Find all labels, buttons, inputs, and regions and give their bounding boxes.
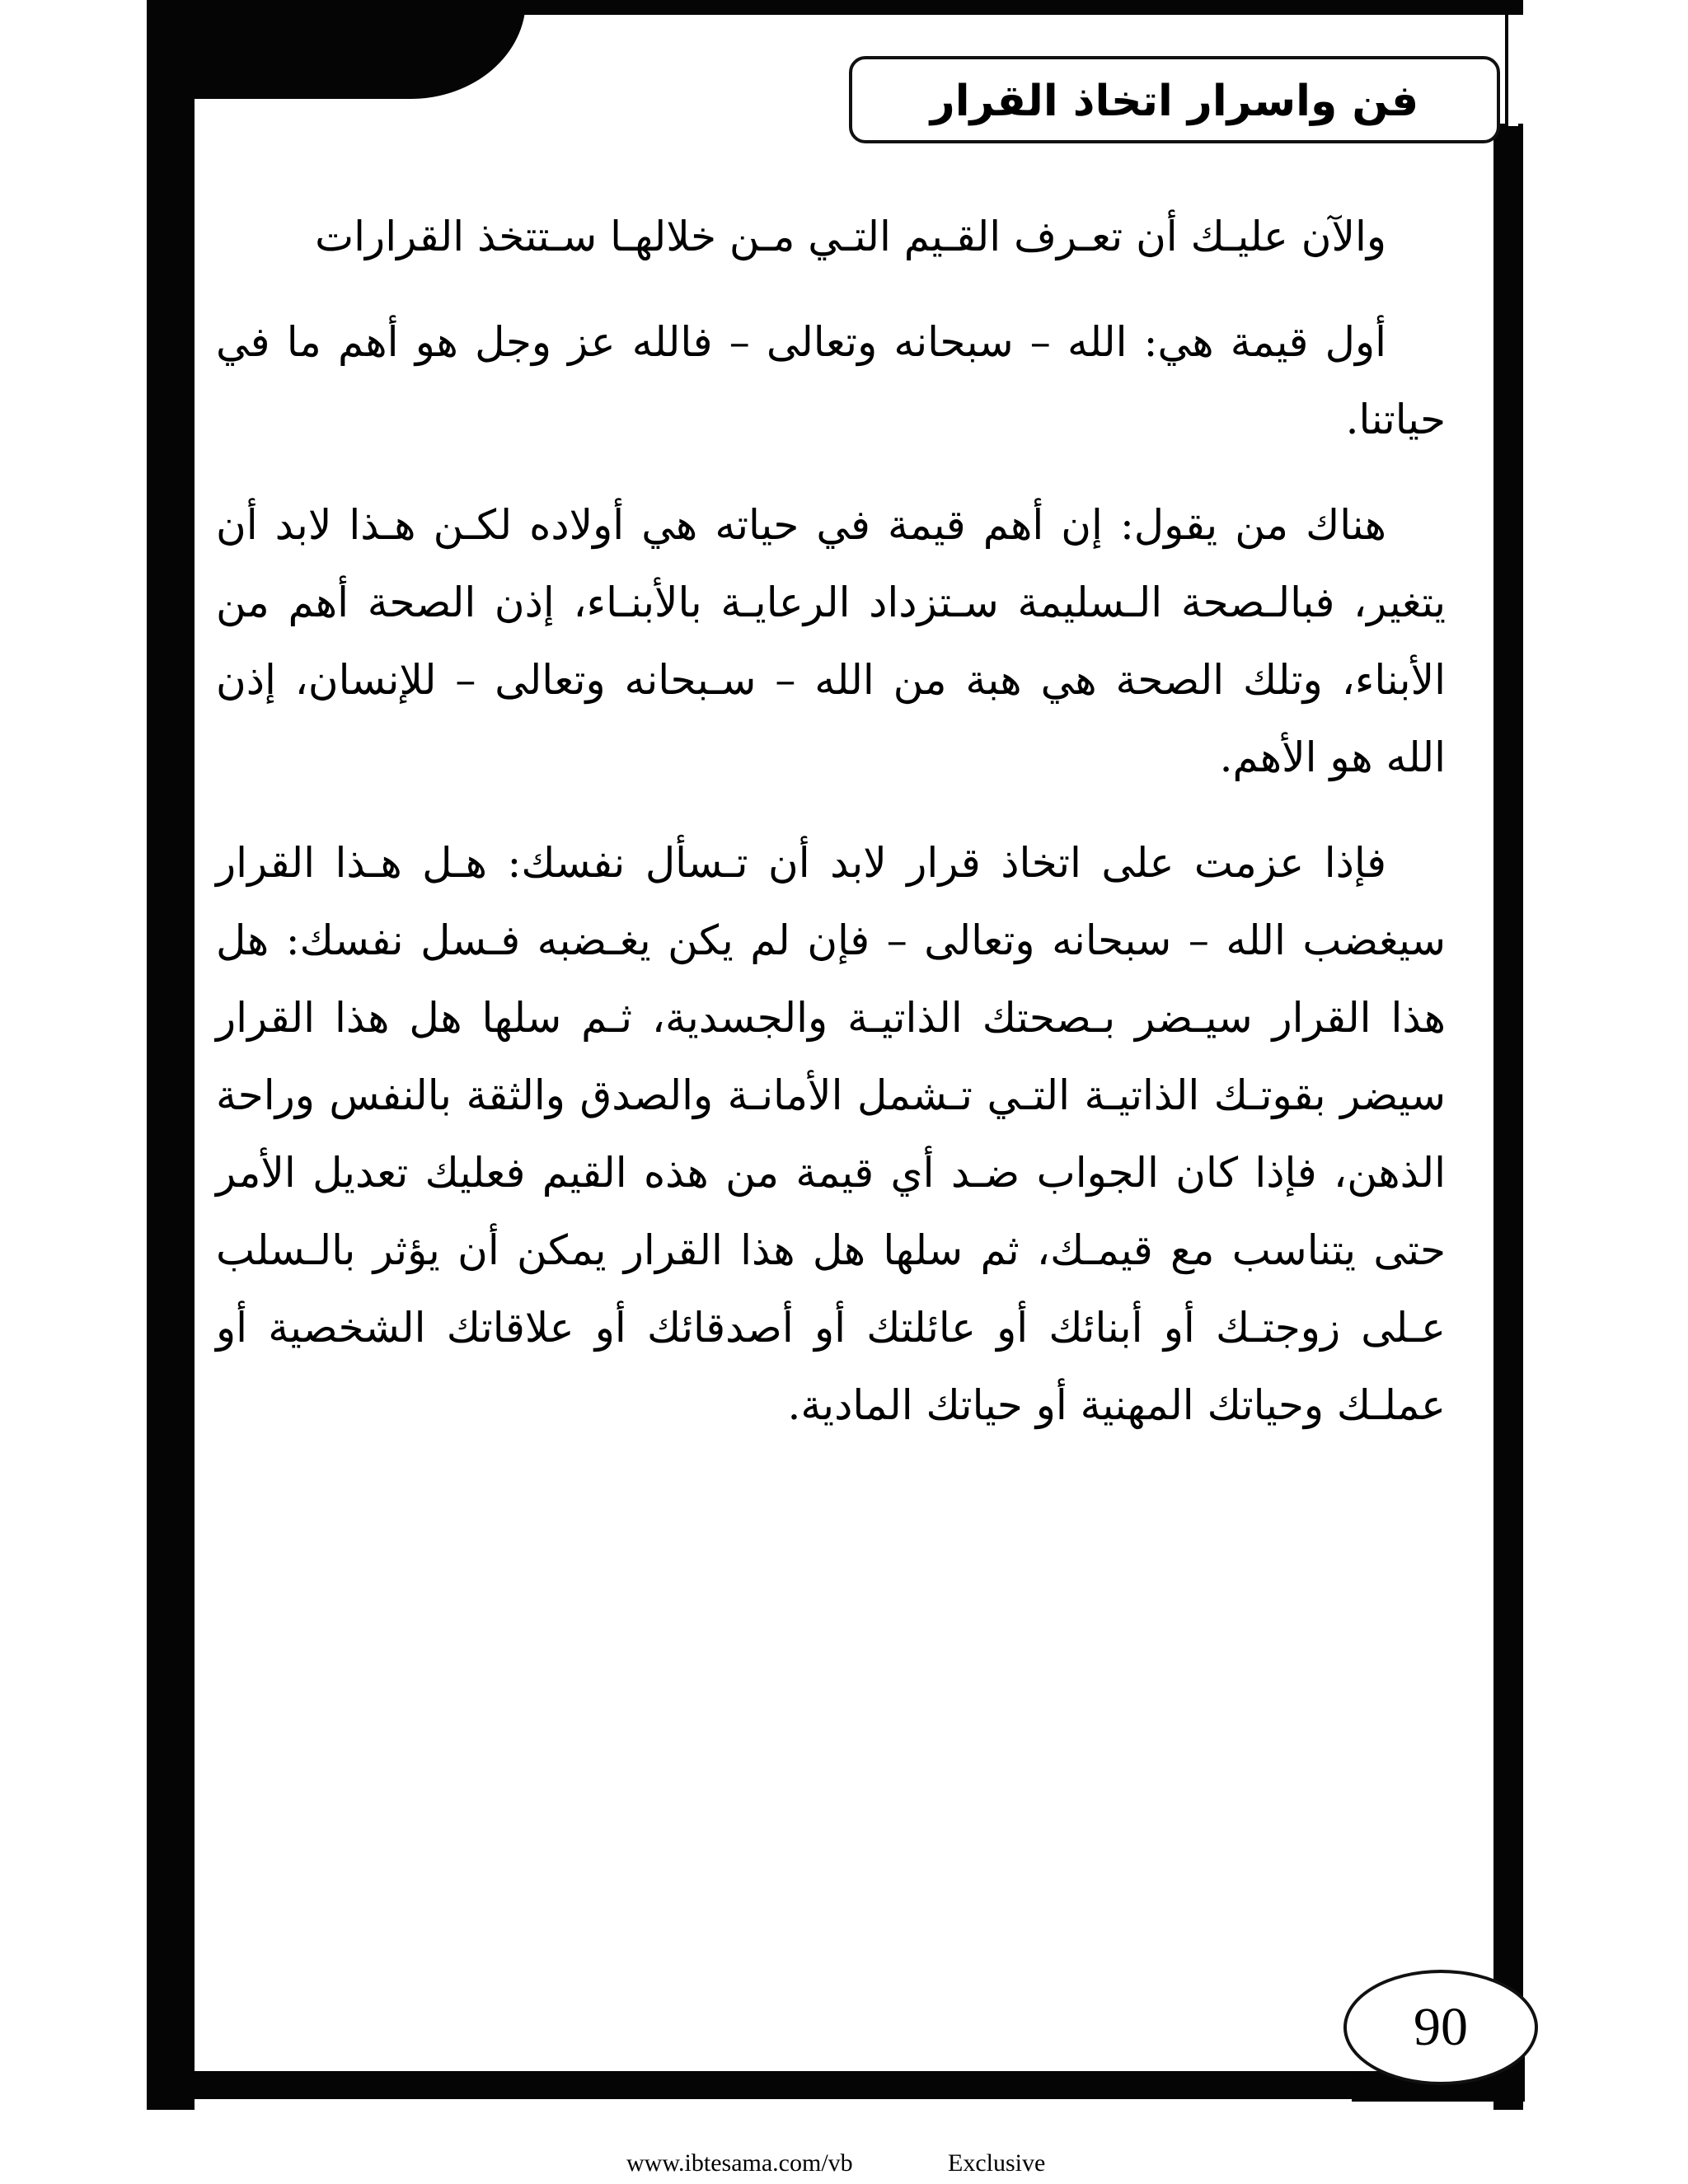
footer-url: www.ibtesama.com/vb — [626, 2149, 853, 2177]
footer-tag: Exclusive — [948, 2149, 1046, 2177]
body-text — [216, 198, 1446, 1472]
right-frame-notch — [1505, 15, 1518, 126]
paragraph: فإذا عزمت على اتخاذ قرار لابد أن تـسأل نفسك: هـل هـذا القرار سيغضب الله – سبحانه وتعالى – فإن لم يكن يغـضبه فـسل نفسك: هل هذا القرار سيـضر بـصحتك الذاتيـة والجسدية، ثـم سلها هل هذا القرار سيضر بقوتـك الذاتيـة التـي تـشمل الأمانـة والصدق والثقة بالنفس وراحة الذهن، فإذا كان الجواب ضـد أي قيمة من هذه القيم فعليك تعديل الأمر حتى يتناسب مع قيمـك، ثم سلها هل هذا القرار يمكن أن يؤثر بالـسلب عـلى زوجتـك أو أبنائك أو عائلتك أو أصدقائك أو علاقاتك الشخصية أو عملـك وحياتك المهنية أو حياتك المادية. — [216, 839, 1446, 1429]
top-left-frame-block — [147, 0, 526, 99]
header-title-box — [849, 56, 1500, 143]
page-number-oval — [1343, 1970, 1538, 2085]
paragraph: هناك من يقول: إن أهم قيمة في حياته هي أولاده لكـن هـذا لابد أن يتغير، فبالـصحة الـسليمة سـتزداد الرعايـة بالأبنـاء، إذن الصحة أهم من الأبناء، وتلك الصحة هي هبة من الله – سـبحانه وتعالى – للإنسان، إذن الله هو الأهم. — [216, 501, 1446, 781]
bottom-frame-bar — [147, 2071, 1523, 2099]
right-frame-strip — [1493, 124, 1523, 2110]
book-title: فن واسرار اتخاذ القرار — [930, 77, 1419, 126]
paragraph: والآن عليـك أن تعـرف القـيم التـي مـن خلالهـا سـتتخذ القرارات — [315, 213, 1386, 260]
page-number: 90 — [1414, 1997, 1468, 2057]
footer — [0, 2149, 1688, 2182]
paragraph: أول قيمة هي: الله – سبحانه وتعالى – فالله عز وجل هو أهم ما في حياتنا. — [216, 318, 1446, 443]
left-frame-strip — [147, 0, 195, 2110]
